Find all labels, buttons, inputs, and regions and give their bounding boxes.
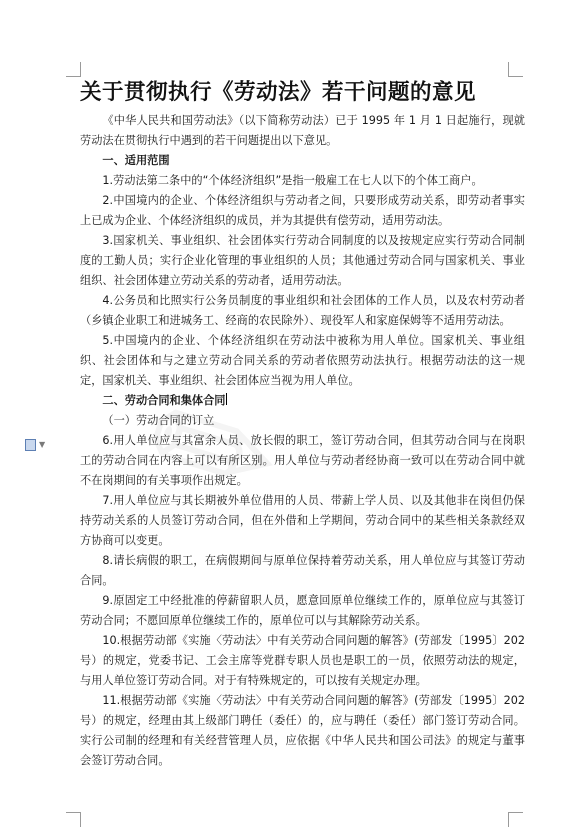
paragraph-item-9: 9.原固定工中经批准的停薪留职人员，愿意回原单位继续工作的，原单位应与其签订劳动合同；不愿回原单位继续工作的，原单位可以与其解除劳动关系。 (80, 594, 525, 627)
text-cursor (226, 393, 227, 405)
paragraph-item-11: 11.根据劳动部《实施〈劳动法〉中有关劳动合同问题的解答》(劳部发〔1995〕202 号）的规定，经理由其上级部门聘任（委任）的，应与聘任（委任）部门签订劳动合同。实行公司制的经理和有关经营管理人员，应依据《中华人民共和国公司法》的规定与董事会签订劳动合同。 (80, 694, 525, 767)
paragraph-item-1: 1.劳动法第二条中的“个体经济组织”是指一般雇工在七人以下的个体工商户。 (102, 174, 483, 187)
paragraph-item-5: 5.中国境内的企业、个体经济组织在劳动法中被称为用人单位。国家机关、事业组织、社会团体和与之建立劳动合同关系的劳动者依照劳动法执行。根据劳动法的这一规定，国家机关、事业组织、社会团体应当视为用人单位。 (80, 334, 525, 387)
document-body[interactable] (80, 78, 525, 771)
paragraph-item-6: 6.用人单位应与其富余人员、放长假的职工，签订劳动合同，但其劳动合同与在岗职工的劳动合同在内容上可以有所区别。用人单位与劳动者经协商一致可以在劳动合同中就不在岗期间的有关事项作出规定。 (80, 434, 525, 487)
document-icon (25, 439, 36, 451)
paragraph-item-2: 2.中国境内的企业、个体经济组织与劳动者之间，只要形成劳动关系，即劳动者事实上已成为企业、个体经济组织的成员，并为其提供有偿劳动，适用劳动法。 (80, 194, 525, 227)
paragraph-item-8: 8.请长病假的职工，在病假期间与原单位保持着劳动关系，用人单位应与其签订劳动合同。 (80, 554, 525, 587)
section-heading-contracts (80, 391, 525, 411)
paragraph-item-4: 4.公务员和比照实行公务员制度的事业组织和社会团体的工作人员，以及农村劳动者（乡镇企业职工和进城务工、经商的农民除外）、现役军人和家庭保姆等不适用劳动法。 (80, 294, 525, 327)
subsection-heading-signing: （一）劳动合同的订立 (102, 414, 215, 427)
margin-corner-bottom-left (66, 812, 81, 827)
document-options-icon[interactable] (25, 438, 53, 452)
paragraph-item-7: 7.用人单位应与其长期被外单位借用的人员、带薪上学人员、以及其他非在岗但仍保持劳动关系的人员签订劳动合同，但在外借和上学期间，劳动合同中的某些相关条款经双方协商可以变更。 (80, 494, 525, 547)
paragraph-item-10: 10.根据劳动部《实施〈劳动法〉中有关劳动合同问题的解答》(劳部发〔1995〕202 号）的规定，党委书记、工会主席等党群专职人员也是职工的一员，依照劳动法的规定，与用人单位签订劳动合同。对于有特殊规定的，可以按有关规定办理。 (80, 634, 525, 687)
margin-corner-bottom-right (508, 812, 523, 827)
margin-corner-top-right (508, 62, 523, 77)
paragraph-item-3: 3.国家机关、事业组织、社会团体实行劳动合同制度的以及按规定应实行劳动合同制度的工勤人员；实行企业化管理的事业组织的人员；其他通过劳动合同与国家机关、事业组织、社会团体建立劳动关系的劳动者，适用劳动法。 (80, 234, 525, 287)
margin-corner-top-left (66, 62, 81, 77)
document-title: 关于贯彻执行《劳动法》若干问题的意见 (80, 80, 477, 105)
section-heading-contracts-text: 二、劳动合同和集体合同 (102, 394, 226, 407)
chevron-down-icon: ▼ (39, 440, 46, 449)
paragraph-intro: 《中华人民共和国劳动法》（以下简称劳动法）已于 1995 年 1 月 1 日起施行，现就劳动法在贯彻执行中遇到的若干问题提出以下意见。 (80, 114, 525, 147)
section-heading-scope: 一、适用范围 (102, 154, 170, 167)
